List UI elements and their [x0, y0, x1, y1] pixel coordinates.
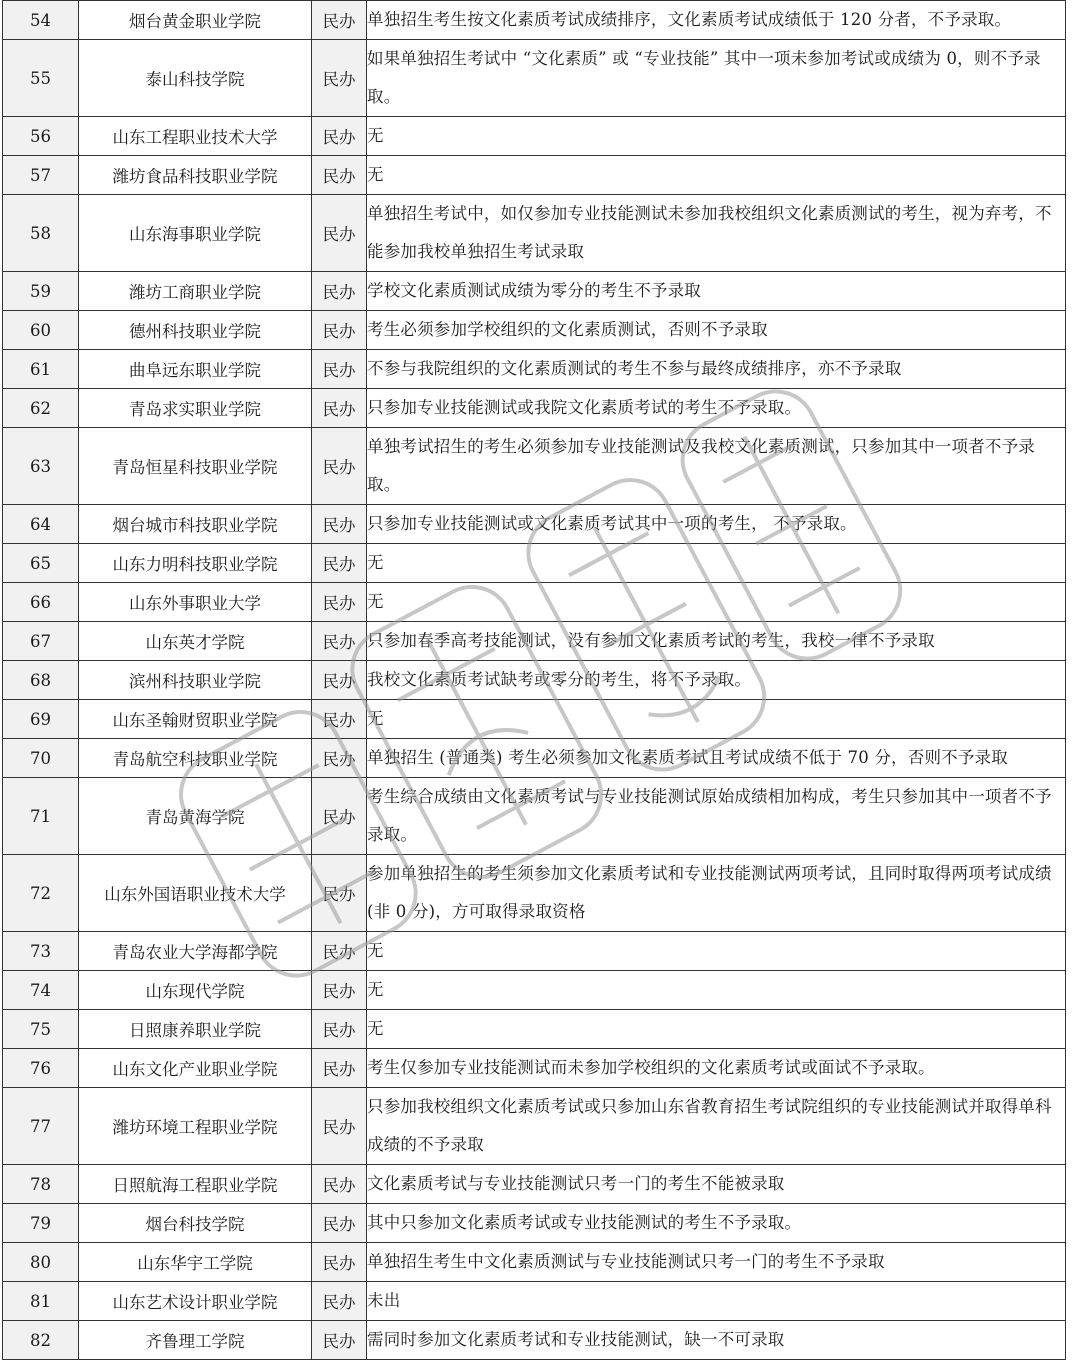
school-type: 民办	[312, 428, 367, 505]
row-index: 59	[3, 272, 79, 311]
school-type: 民办	[312, 1049, 367, 1088]
school-type: 民办	[312, 778, 367, 855]
school-name: 山东外国语职业技术大学	[79, 855, 312, 932]
row-index: 66	[3, 583, 79, 622]
school-name: 德州科技职业学院	[79, 311, 312, 350]
row-index: 70	[3, 739, 79, 778]
school-type: 民办	[312, 156, 367, 195]
school-name: 山东英才学院	[79, 622, 312, 661]
table-row	[3, 428, 1066, 505]
table-row	[3, 1204, 1066, 1243]
school-type: 民办	[312, 932, 367, 971]
school-type: 民办	[312, 661, 367, 700]
row-index: 63	[3, 428, 79, 505]
school-type: 民办	[312, 1204, 367, 1243]
table-row	[3, 739, 1066, 778]
school-name: 烟台科技学院	[79, 1204, 312, 1243]
table-row	[3, 932, 1066, 971]
school-name: 潍坊环境工程职业学院	[79, 1088, 312, 1165]
row-index: 78	[3, 1165, 79, 1204]
row-index: 73	[3, 932, 79, 971]
admission-requirement: 只参加专业技能测试或文化素质考试其中一项的考生， 不予录取。	[367, 505, 1066, 544]
school-name: 泰山科技学院	[79, 40, 312, 117]
table-row	[3, 622, 1066, 661]
table-row	[3, 1282, 1066, 1321]
table-row	[3, 778, 1066, 855]
table-row	[3, 195, 1066, 272]
row-index: 65	[3, 544, 79, 583]
table-row	[3, 544, 1066, 583]
school-type: 民办	[312, 350, 367, 389]
table-row	[3, 971, 1066, 1010]
row-index: 55	[3, 40, 79, 117]
school-type: 民办	[312, 117, 367, 156]
school-type: 民办	[312, 1321, 367, 1360]
school-name: 山东艺术设计职业学院	[79, 1282, 312, 1321]
school-type: 民办	[312, 971, 367, 1010]
table-row	[3, 1321, 1066, 1360]
school-name: 山东海事职业学院	[79, 195, 312, 272]
row-index: 69	[3, 700, 79, 739]
admission-requirement: 单独招生考试中，如仅参加专业技能测试未参加我校组织文化素质测试的考生，视为弃考，不能参加我校单独招生考试录取	[367, 195, 1066, 272]
school-type: 民办	[312, 389, 367, 428]
school-type: 民办	[312, 1088, 367, 1165]
row-index: 79	[3, 1204, 79, 1243]
row-index: 54	[3, 1, 79, 40]
school-type: 民办	[312, 1165, 367, 1204]
school-name: 山东工程职业技术大学	[79, 117, 312, 156]
row-index: 80	[3, 1243, 79, 1282]
school-type: 民办	[312, 622, 367, 661]
row-index: 71	[3, 778, 79, 855]
table-row	[3, 855, 1066, 932]
school-name: 山东外事职业大学	[79, 583, 312, 622]
admission-requirement: 无	[367, 117, 1066, 156]
table-row	[3, 1010, 1066, 1049]
school-name: 山东力明科技职业学院	[79, 544, 312, 583]
admission-requirement: 单独考试招生的考生必须参加专业技能测试及我校文化素质测试，只参加其中一项者不予录取。	[367, 428, 1066, 505]
admission-requirement: 只参加我校组织文化素质考试或只参加山东省教育招生考试院组织的专业技能测试并取得单科成绩的不予录取	[367, 1088, 1066, 1165]
admission-requirements-table	[2, 0, 1066, 1360]
admission-requirement: 我校文化素质考试缺考或零分的考生，将不予录取。	[367, 661, 1066, 700]
admission-requirement: 文化素质考试与专业技能测试只考一门的考生不能被录取	[367, 1165, 1066, 1204]
school-name: 潍坊工商职业学院	[79, 272, 312, 311]
school-type: 民办	[312, 583, 367, 622]
table-row	[3, 156, 1066, 195]
admission-requirement: 无	[367, 1010, 1066, 1049]
table-row	[3, 311, 1066, 350]
admission-requirement: 不参与我院组织的文化素质测试的考生不参与最终成绩排序，亦不予录取	[367, 350, 1066, 389]
school-name: 青岛黄海学院	[79, 778, 312, 855]
table-row	[3, 583, 1066, 622]
admission-requirement: 学校文化素质测试成绩为零分的考生不予录取	[367, 272, 1066, 311]
school-type: 民办	[312, 1243, 367, 1282]
school-name: 山东现代学院	[79, 971, 312, 1010]
table-row	[3, 1165, 1066, 1204]
school-type: 民办	[312, 739, 367, 778]
table-row	[3, 1243, 1066, 1282]
school-name: 青岛恒星科技职业学院	[79, 428, 312, 505]
admission-requirement: 无	[367, 583, 1066, 622]
admission-requirement: 考生综合成绩由文化素质考试与专业技能测试原始成绩相加构成，考生只参加其中一项者不予录取。	[367, 778, 1066, 855]
school-name: 山东圣翰财贸职业学院	[79, 700, 312, 739]
school-type: 民办	[312, 1010, 367, 1049]
school-type: 民办	[312, 1, 367, 40]
admission-requirement: 只参加春季高考技能测试，没有参加文化素质考试的考生，我校一律不予录取	[367, 622, 1066, 661]
school-type: 民办	[312, 195, 367, 272]
table-row	[3, 272, 1066, 311]
admission-requirement: 单独招生 (普通类) 考生必须参加文化素质考试且考试成绩不低于 70 分，否则不予录取	[367, 739, 1066, 778]
row-index: 56	[3, 117, 79, 156]
school-name: 日照康养职业学院	[79, 1010, 312, 1049]
school-name: 山东华宇工学院	[79, 1243, 312, 1282]
table-row	[3, 661, 1066, 700]
table-row	[3, 505, 1066, 544]
row-index: 76	[3, 1049, 79, 1088]
school-type: 民办	[312, 505, 367, 544]
table-row	[3, 40, 1066, 117]
admission-requirement: 单独招生考生中文化素质测试与专业技能测试只考一门的考生不予录取	[367, 1243, 1066, 1282]
school-name: 滨州科技职业学院	[79, 661, 312, 700]
school-type: 民办	[312, 700, 367, 739]
row-index: 82	[3, 1321, 79, 1360]
row-index: 62	[3, 389, 79, 428]
school-name: 青岛求实职业学院	[79, 389, 312, 428]
school-name: 曲阜远东职业学院	[79, 350, 312, 389]
school-type: 民办	[312, 855, 367, 932]
admission-requirement: 需同时参加文化素质考试和专业技能测试，缺一不可录取	[367, 1321, 1066, 1360]
row-index: 64	[3, 505, 79, 544]
school-type: 民办	[312, 40, 367, 117]
table-row	[3, 1, 1066, 40]
admission-requirement: 无	[367, 700, 1066, 739]
school-type: 民办	[312, 1282, 367, 1321]
school-name: 青岛航空科技职业学院	[79, 739, 312, 778]
row-index: 72	[3, 855, 79, 932]
school-name: 日照航海工程职业学院	[79, 1165, 312, 1204]
admission-requirement: 如果单独招生考试中 “文化素质” 或 “专业技能” 其中一项未参加考试或成绩为 0，则不予录取。	[367, 40, 1066, 117]
admission-requirement: 只参加专业技能测试或我院文化素质考试的考生不予录取。	[367, 389, 1066, 428]
admission-requirement: 单独招生考生按文化素质考试成绩排序，文化素质考试成绩低于 120 分者，不予录取。	[367, 1, 1066, 40]
row-index: 61	[3, 350, 79, 389]
table-row	[3, 117, 1066, 156]
row-index: 74	[3, 971, 79, 1010]
table-row	[3, 350, 1066, 389]
school-name: 烟台黄金职业学院	[79, 1, 312, 40]
table-row	[3, 389, 1066, 428]
row-index: 75	[3, 1010, 79, 1049]
row-index: 58	[3, 195, 79, 272]
school-name: 齐鲁理工学院	[79, 1321, 312, 1360]
admission-requirement: 无	[367, 156, 1066, 195]
table-row	[3, 1049, 1066, 1088]
school-type: 民办	[312, 311, 367, 350]
school-name: 潍坊食品科技职业学院	[79, 156, 312, 195]
table-row	[3, 700, 1066, 739]
school-name: 山东文化产业职业学院	[79, 1049, 312, 1088]
school-name: 青岛农业大学海都学院	[79, 932, 312, 971]
row-index: 67	[3, 622, 79, 661]
school-name: 烟台城市科技职业学院	[79, 505, 312, 544]
row-index: 60	[3, 311, 79, 350]
admission-requirement: 考生必须参加学校组织的文化素质测试，否则不予录取	[367, 311, 1066, 350]
school-type: 民办	[312, 544, 367, 583]
admission-requirement: 未出	[367, 1282, 1066, 1321]
admission-requirement: 无	[367, 932, 1066, 971]
admission-requirement: 无	[367, 544, 1066, 583]
admission-requirement: 参加单独招生的考生须参加文化素质考试和专业技能测试两项考试，且同时取得两项考试成绩 (非 0 分)，方可取得录取资格	[367, 855, 1066, 932]
row-index: 57	[3, 156, 79, 195]
table-row	[3, 1088, 1066, 1165]
admission-requirement: 其中只参加文化素质考试或专业技能测试的考生不予录取。	[367, 1204, 1066, 1243]
school-type: 民办	[312, 272, 367, 311]
admission-requirement: 考生仅参加专业技能测试而未参加学校组织的文化素质考试或面试不予录取。	[367, 1049, 1066, 1088]
row-index: 81	[3, 1282, 79, 1321]
row-index: 77	[3, 1088, 79, 1165]
row-index: 68	[3, 661, 79, 700]
admission-requirement: 无	[367, 971, 1066, 1010]
